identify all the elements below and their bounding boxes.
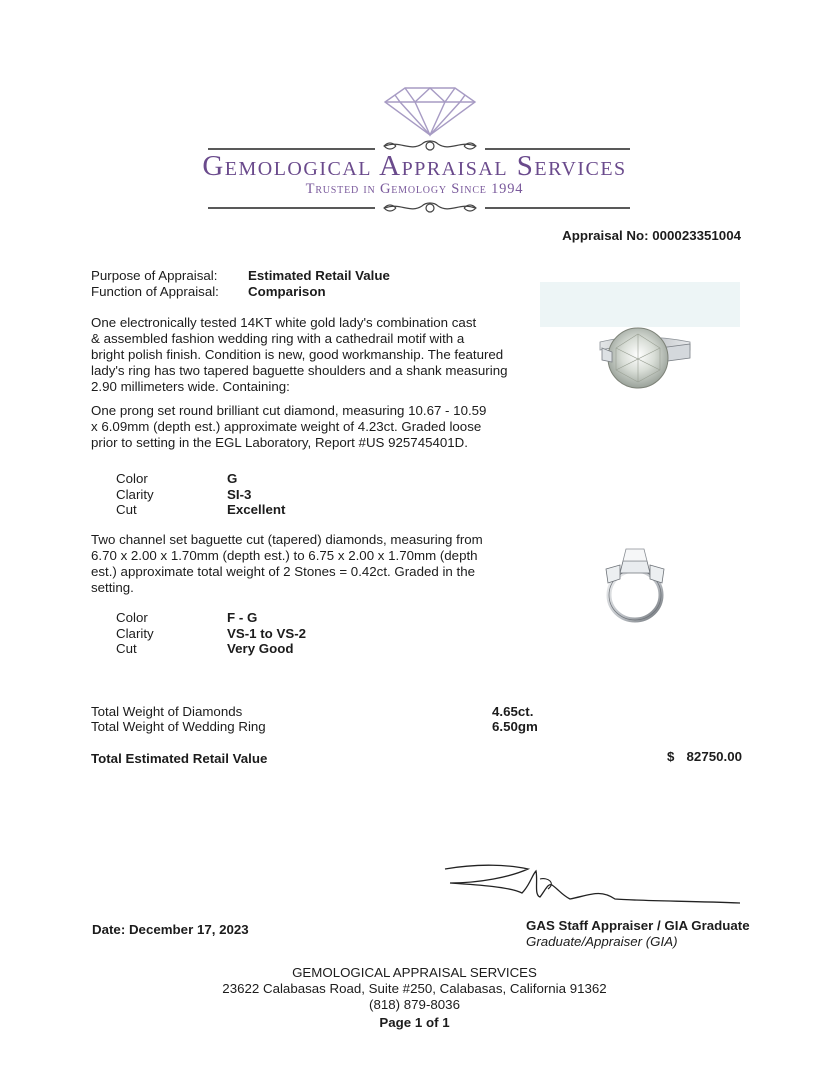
spec-value: Very Good <box>227 641 294 656</box>
appraiser-signature <box>440 855 750 915</box>
footer-address: 23622 Calabasas Road, Suite #250, Calabasas, California 91362 <box>222 981 607 996</box>
total-ring-label: Total Weight of Wedding Ring <box>91 719 266 734</box>
purpose-label: Purpose of Appraisal: <box>91 268 218 283</box>
total-ring-value: 6.50gm <box>492 719 538 734</box>
total-diamonds-value: 4.65ct. <box>492 704 534 719</box>
spec-value: F - G <box>227 610 258 625</box>
purpose-value: Estimated Retail Value <box>248 268 390 283</box>
ring-photo-side <box>590 545 680 625</box>
spec-label: Cut <box>116 641 137 656</box>
appraisal-date: Date: December 17, 2023 <box>92 922 249 937</box>
spec-label: Color <box>116 471 148 486</box>
function-value: Comparison <box>248 284 326 299</box>
spec-label: Cut <box>116 502 137 517</box>
page-number: Page 1 of 1 <box>379 1015 450 1030</box>
side-stones-description: Two channel set baguette cut (tapered) diamonds, measuring from 6.70 x 2.00 x 1.70mm (depth est.) to 6.75 x 2.00 x 1.70mm (depth est.) approximate total weight of 2 Stones = 0.42ct. Graded in the setting. <box>91 532 483 595</box>
spec-label: Clarity <box>116 487 154 502</box>
appraisal-number: Appraisal No: 000023351004 <box>562 228 741 243</box>
spec-value: G <box>227 471 238 486</box>
function-label: Function of Appraisal: <box>91 284 219 299</box>
total-retail-currency: $ <box>667 749 675 764</box>
ring-photo-top <box>540 282 740 402</box>
spec-value: Excellent <box>227 502 286 517</box>
total-diamonds-label: Total Weight of Diamonds <box>91 704 243 719</box>
brand-tagline: Trusted in Gemology Since 1994 <box>305 181 524 197</box>
spec-value: VS-1 to VS-2 <box>227 626 307 641</box>
appraiser-subtitle: Graduate/Appraiser (GIA) <box>526 934 678 949</box>
spec-value: SI-3 <box>227 487 252 502</box>
total-retail-value: 82750.00 <box>686 749 742 764</box>
spec-label: Clarity <box>116 626 154 641</box>
footer-company: GEMOLOGICAL APPRAISAL SERVICES <box>292 965 537 980</box>
ring-description: One electronically tested 14KT white gold lady's combination cast & assembled fashion wedding ring with a cathedrail motif with a bright polish finish. Condition is new, good workmanship. The featured lady's ring has two tapered baguette shoulders and a shank measuring 2.90 millimeters wide. Containing: <box>91 315 508 394</box>
spec-label: Color <box>116 610 148 625</box>
total-retail-label: Total Estimated Retail Value <box>91 751 268 766</box>
center-stone-description: One prong set round brilliant cut diamond, measuring 10.67 - 10.59 x 6.09mm (depth est.) approximate weight of 4.23ct. Graded loose prior to setting in the EGL Laboratory, Report #US 925745401D. <box>91 403 487 450</box>
appraiser-title: GAS Staff Appraiser / GIA Graduate <box>526 918 750 933</box>
footer-phone: (818) 879-8036 <box>369 997 460 1012</box>
brand-name: Gemological Appraisal Services <box>202 150 627 182</box>
